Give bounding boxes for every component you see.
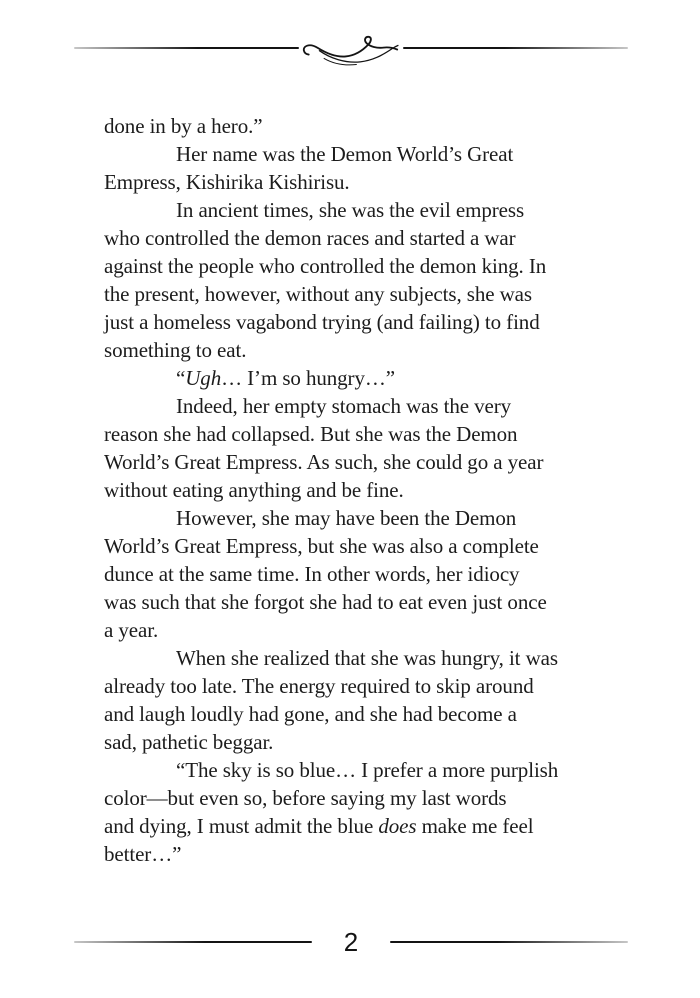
page-footer: [74, 924, 628, 960]
header-divider: [74, 28, 628, 68]
footer-rule-left: [74, 941, 312, 943]
header-rule-left: [74, 47, 299, 50]
paragraph: However, she may have been the Demon World’s Great Empress, but she was also a complete dunce at the same time. In other words, her idiocy was such that she forgot she had to eat even just once a year.: [104, 506, 547, 642]
paragraph: “The sky is so blue… I prefer a more purplish color—but even so, before saying my last words and dying, I must admit the blue does make me feel better…”: [104, 758, 559, 866]
paragraph: Indeed, her empty stomach was the very reason she had collapsed. But she was the Demon World’s Great Empress. As such, she could go a year without eating anything and be fine.: [104, 394, 544, 502]
paragraph: “Ugh… I’m so hungry…”: [176, 366, 395, 390]
paragraph: In ancient times, she was the evil empress who controlled the demon races and started a war against the people who controlled the demon king. In the present, however, without any subjects, she was just a homeless vagabond trying (and failing) to find something to eat.: [104, 198, 547, 362]
paragraph: Her name was the Demon World’s Great Empress, Kishirika Kishirisu.: [104, 142, 514, 194]
footer-rule-right: [390, 941, 628, 943]
page-text: [104, 112, 618, 868]
paragraph: When she realized that she was hungry, it was already too late. The energy required to skip around and laugh loudly had gone, and she had become a sad, pathetic beggar.: [104, 646, 558, 754]
page-number: 2: [343, 927, 359, 957]
flourish-ornament-icon: [301, 30, 401, 76]
paragraph: done in by a hero.”: [104, 114, 263, 138]
header-rule-right: [403, 47, 628, 50]
